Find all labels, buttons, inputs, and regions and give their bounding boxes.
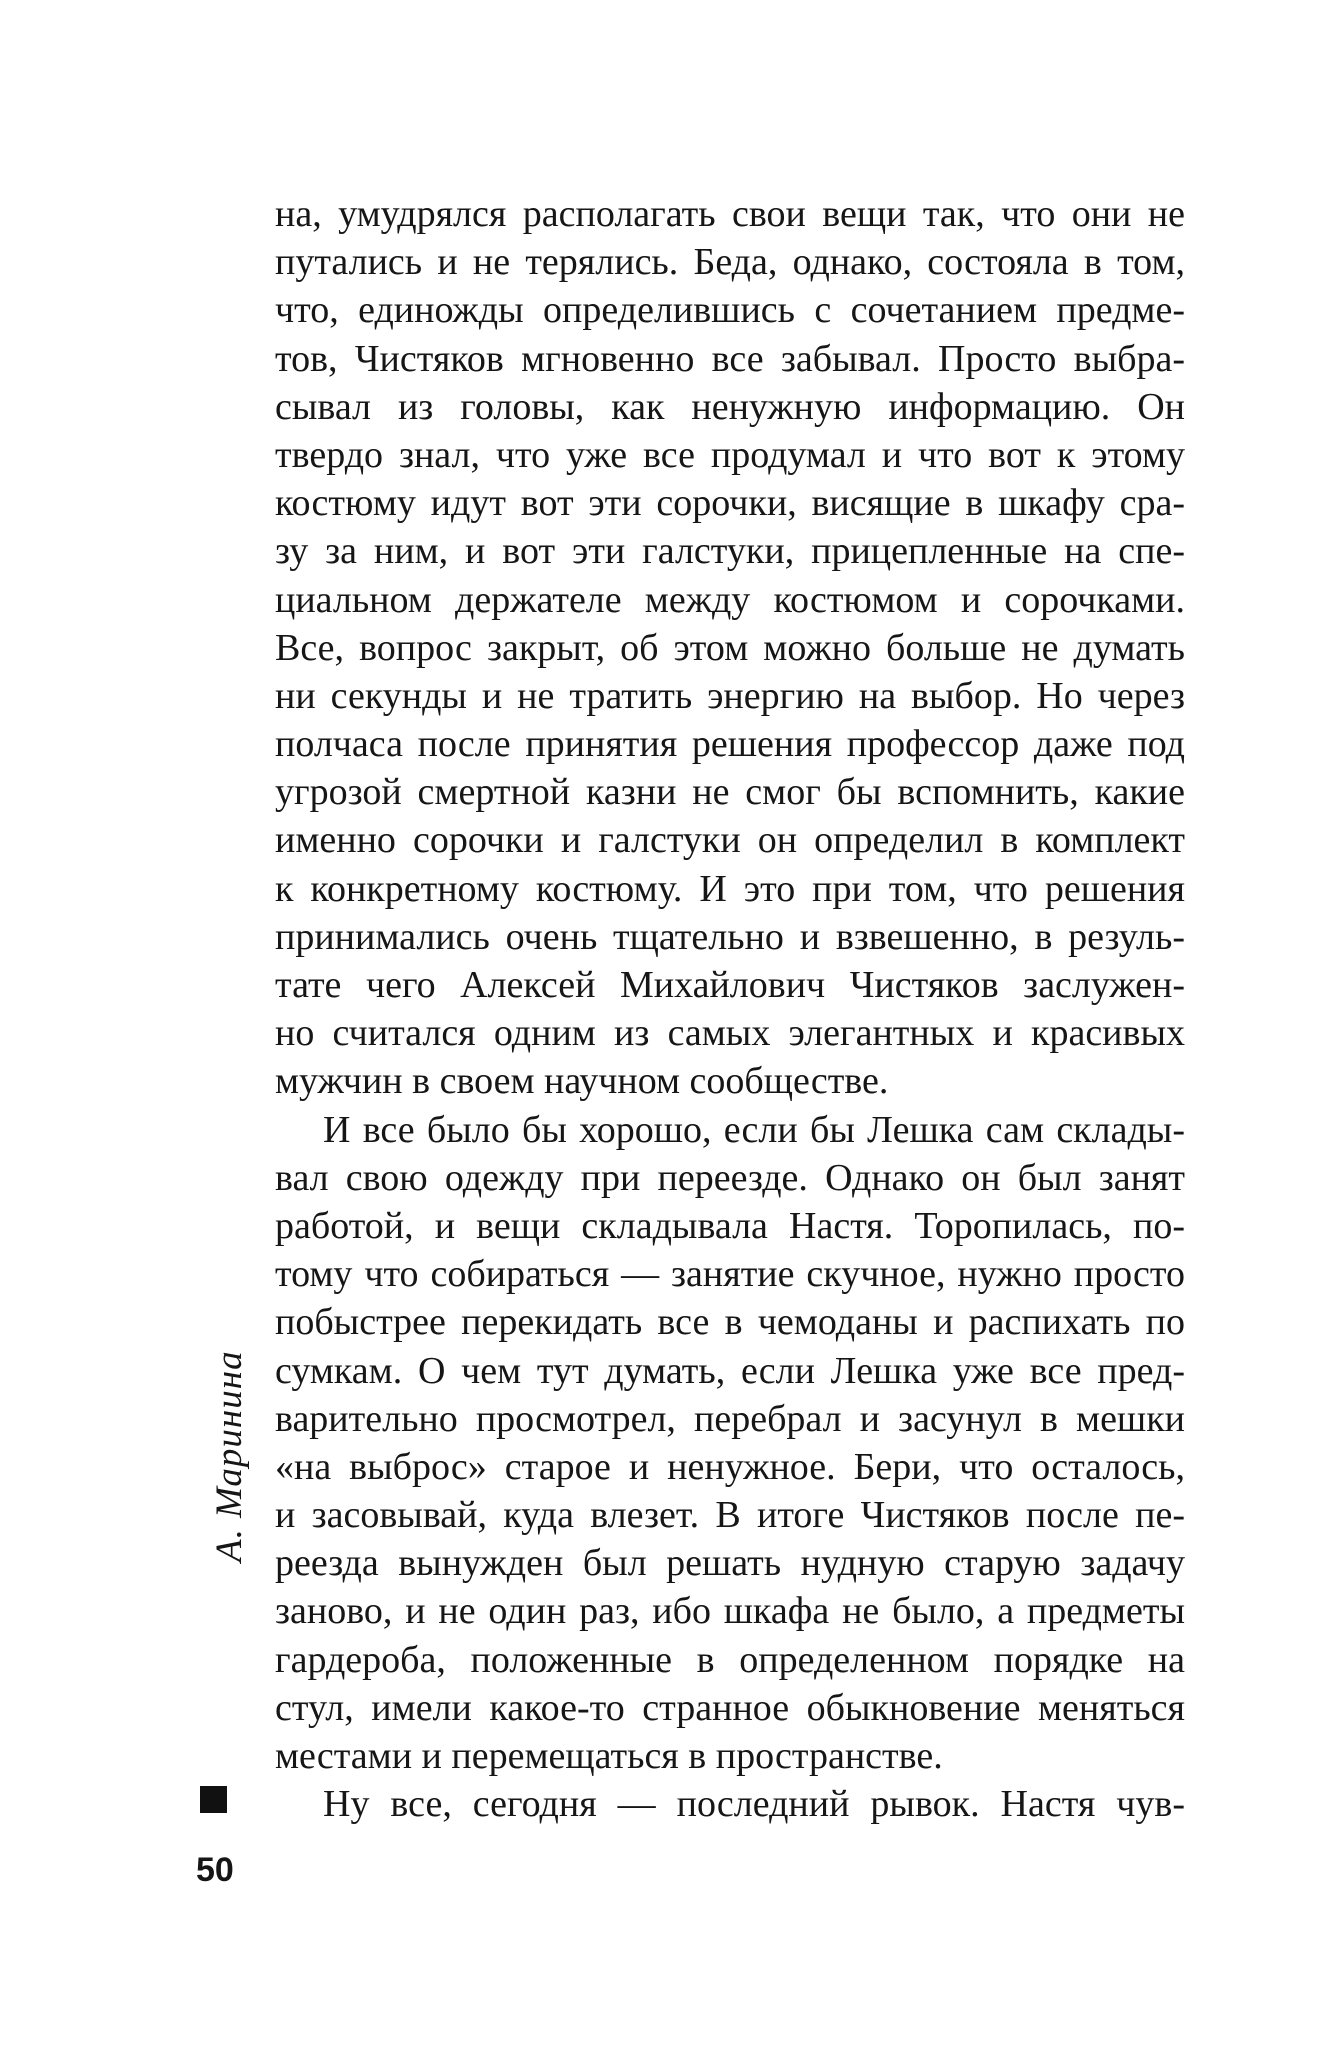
text-line: работой, и вещи складывала Настя. Торопилась, по- bbox=[275, 1204, 1185, 1247]
text-line: полчаса после принятия решения профессор даже под bbox=[275, 723, 1185, 766]
text-line: угрозой смертной казни не смог бы вспомнить, какие bbox=[275, 771, 1185, 814]
text-line: зу за ним, и вот эти галстуки, прицепленные на спе- bbox=[275, 530, 1185, 573]
text-line: путались и не терялись. Беда, однако, состояла в том, bbox=[275, 241, 1185, 284]
text-line: принимались очень тщательно и взвешенно, в резуль- bbox=[275, 915, 1185, 958]
text-line: сумкам. О чем тут думать, если Лешка уже все пред- bbox=[275, 1349, 1185, 1392]
text-line: твердо знал, что уже все продумал и что вот к этому bbox=[275, 433, 1185, 476]
text-line: реезда вынужден был решать нудную старую задачу bbox=[275, 1542, 1185, 1585]
text-line: сывал из головы, как ненужную информацию. Он bbox=[275, 385, 1185, 428]
text-line: тов, Чистяков мгновенно все забывал. Просто выбра- bbox=[275, 337, 1185, 380]
page-number: 50 bbox=[196, 1851, 234, 1889]
text-line: побыстрее перекидать все в чемоданы и распихать по bbox=[275, 1301, 1185, 1344]
text-line: тому что собираться — занятие скучное, нужно просто bbox=[275, 1253, 1185, 1296]
text-line: костюму идут вот эти сорочки, висящие в шкафу сра- bbox=[275, 482, 1185, 525]
text-line: именно сорочки и галстуки он определил в комплект bbox=[275, 819, 1185, 862]
text-line: циальном держателе между костюмом и сорочками. bbox=[275, 578, 1185, 621]
black-square-icon bbox=[200, 1786, 227, 1813]
text-line: но считался одним из самых элегантных и красивых bbox=[275, 1012, 1185, 1055]
body-text bbox=[275, 190, 1185, 1828]
text-line: заново, и не один раз, ибо шкафа не было, а предметы bbox=[275, 1590, 1185, 1633]
text-line: «на выброс» старое и ненужное. Бери, что осталось, bbox=[275, 1445, 1185, 1488]
text-line: тате чего Алексей Михайлович Чистяков заслужен- bbox=[275, 964, 1185, 1006]
text-line: варительно просмотрел, перебрал и засунул в мешки bbox=[275, 1397, 1185, 1440]
text-line: вал свою одежду при переезде. Однако он был занят bbox=[275, 1156, 1185, 1199]
text-line: гардероба, положенные в определенном порядке на bbox=[275, 1638, 1185, 1681]
paragraph-end-line: местами и перемещаться в пространстве. bbox=[275, 1735, 943, 1777]
text-line: ни секунды и не тратить энергию на выбор. Но через bbox=[275, 674, 1185, 717]
text-line: к конкретному костюму. И это при том, что решения bbox=[275, 867, 1185, 910]
paragraph-first-line: И все было бы хорошо, если бы Лешка сам склады- bbox=[323, 1108, 1185, 1151]
author-side-label: А. Маринина bbox=[209, 1350, 250, 1562]
text-line: Все, вопрос закрыт, об этом можно больше не думать bbox=[275, 626, 1185, 669]
text-line: стул, имели какое-то странное обыкновение меняться bbox=[275, 1686, 1185, 1729]
paragraph-first-line: Ну все, сегодня — последний рывок. Настя чув- bbox=[323, 1783, 1185, 1826]
paragraph-end-line: мужчин в своем научном сообществе. bbox=[275, 1060, 889, 1103]
text-line: на, умудрялся располагать свои вещи так, что они не bbox=[275, 193, 1185, 235]
text-line: что, единожды определившись с сочетанием предме- bbox=[275, 289, 1185, 332]
text-line: и засовывай, куда влезет. В итоге Чистяков после пе- bbox=[275, 1494, 1185, 1537]
